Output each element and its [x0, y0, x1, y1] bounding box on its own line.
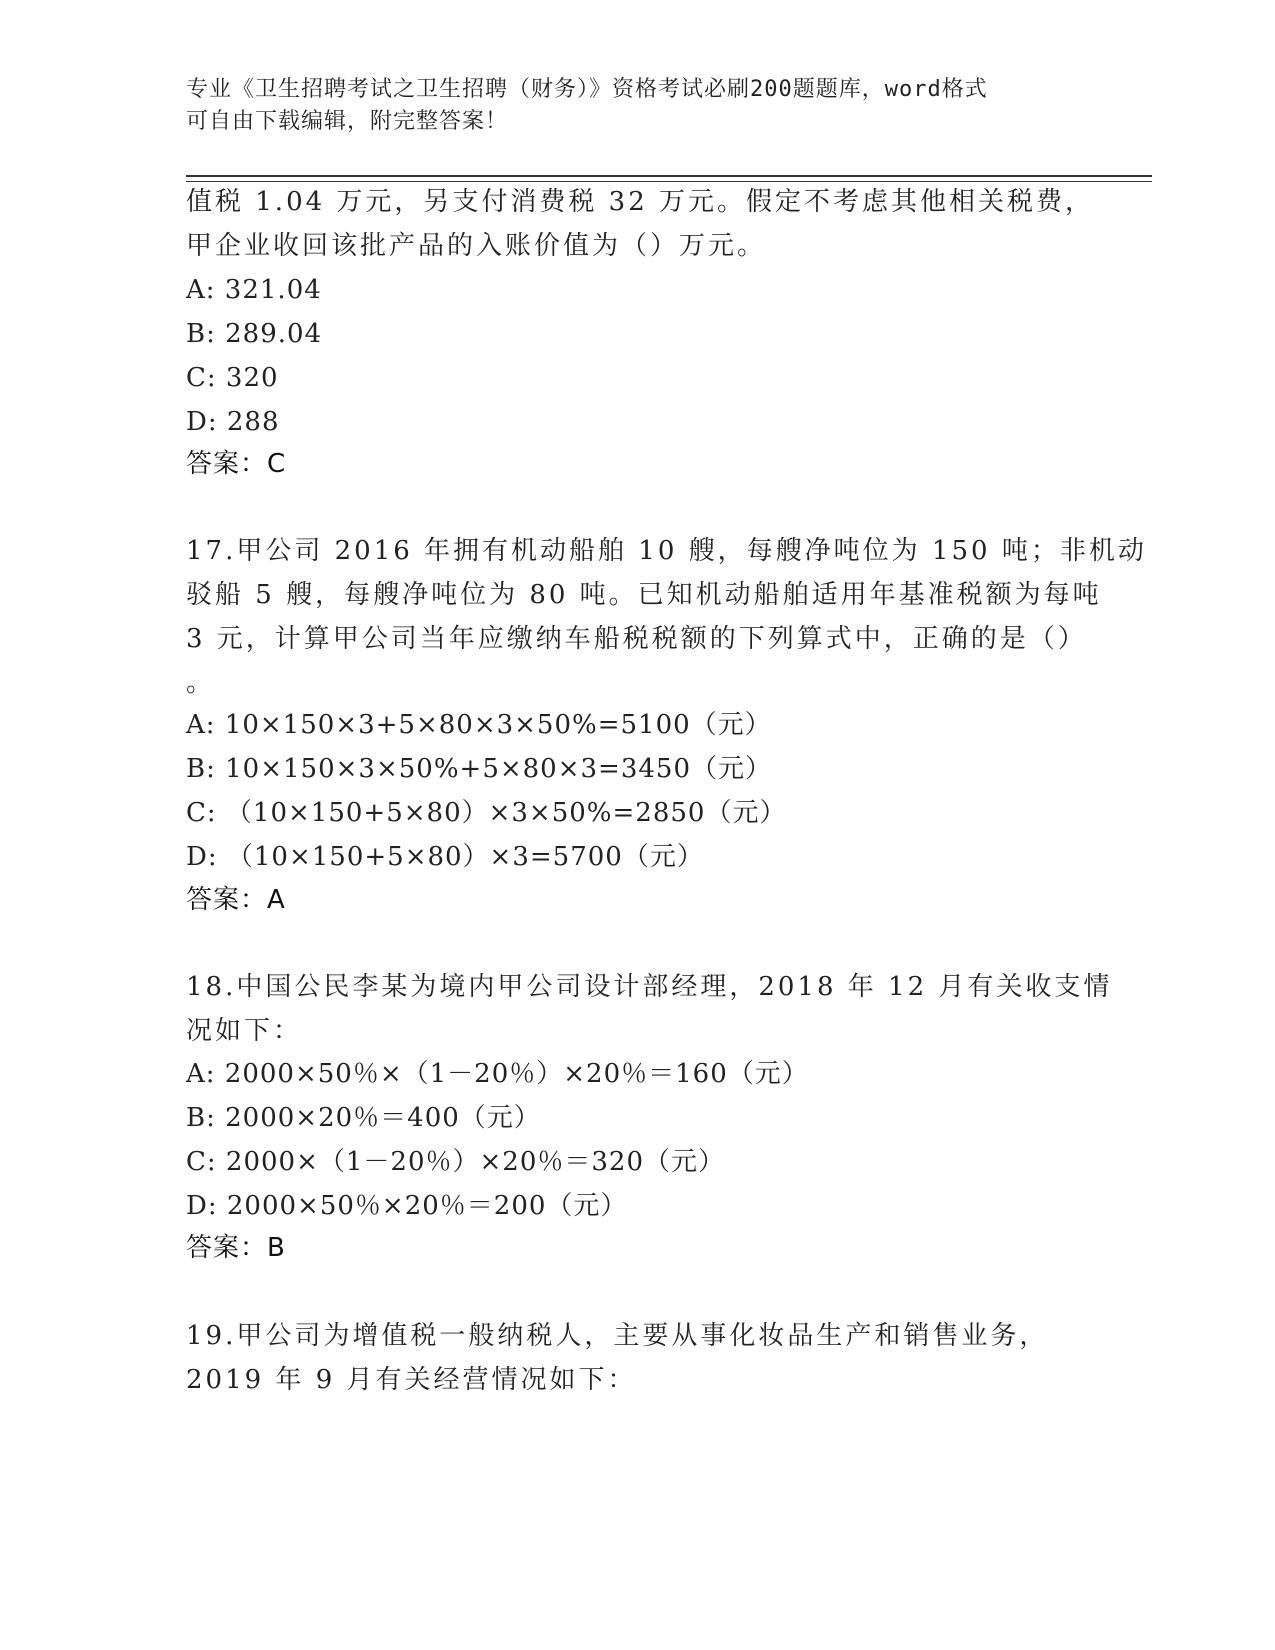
- q19-stem-line-1: 19.甲公司为增值税一般纳税人，主要从事化妆品生产和销售业务，: [186, 1321, 1049, 1351]
- q16-option-b: B: 289.04: [186, 319, 323, 349]
- q16-answer: 答案：C: [186, 449, 287, 479]
- q17-option-c: C: （10×150+5×80）×3×50%=2850（元）: [186, 798, 787, 828]
- q19-stem-line-2: 2019 年 9 月有关经营情况如下：: [186, 1365, 637, 1395]
- header-divider-thin: [186, 181, 1152, 182]
- header-divider-thick: [186, 175, 1152, 177]
- q17-option-a: A: 10×150×3+5×80×3×50%=5100（元）: [186, 710, 772, 740]
- q17-option-d: D: （10×150+5×80）×3=5700（元）: [186, 842, 704, 872]
- q18-answer: 答案：B: [186, 1233, 286, 1263]
- q18-option-c: C: 2000×（1－20％）×20％＝320（元）: [186, 1147, 725, 1177]
- q17-option-b: B: 10×150×3×50%+5×80×3=3450（元）: [186, 754, 773, 784]
- q17-stem-line-1: 17.甲公司 2016 年拥有机动船舶 10 艘，每艘净吨位为 150 吨；非机动: [186, 536, 1147, 566]
- page-header: [186, 74, 1066, 138]
- q17-stem-line-3: 3 元，计算甲公司当年应缴纳车船税税额的下列算式中，正确的是（）: [186, 624, 1087, 654]
- header-line-2: 可自由下载编辑，附完整答案！: [186, 109, 509, 134]
- q16-option-c: C: 320: [186, 363, 279, 393]
- q16-stem-line-2: 甲企业收回该批产品的入账价值为（）万元。: [186, 231, 767, 261]
- q17-stem-line-2: 驳船 5 艘，每艘净吨位为 80 吨。已知机动船舶适用年基准税额为每吨: [186, 580, 1102, 610]
- q16-option-d: D: 288: [186, 407, 280, 437]
- q17-stem-line-4: 。: [186, 668, 216, 698]
- q16-option-a: A: 321.04: [186, 275, 322, 305]
- q18-option-d: D: 2000×50％×20％＝200（元）: [186, 1191, 628, 1221]
- q18-option-a: A: 2000×50％×（1－20％）×20％＝160（元）: [186, 1059, 809, 1089]
- q18-stem-line-2: 况如下：: [186, 1016, 303, 1046]
- header-line-1: 专业《卫生招聘考试之卫生招聘（财务）》资格考试必刷200题题库，word格式: [186, 77, 988, 102]
- q16-stem-line-1: 值税 1.04 万元，另支付消费税 32 万元。假定不考虑其他相关税费，: [186, 187, 1095, 217]
- q18-stem-line-1: 18.中国公民李某为境内甲公司设计部经理，2018 年 12 月有关收支情: [186, 972, 1113, 1002]
- q17-answer: 答案：A: [186, 885, 286, 915]
- q18-option-b: B: 2000×20％＝400（元）: [186, 1103, 541, 1133]
